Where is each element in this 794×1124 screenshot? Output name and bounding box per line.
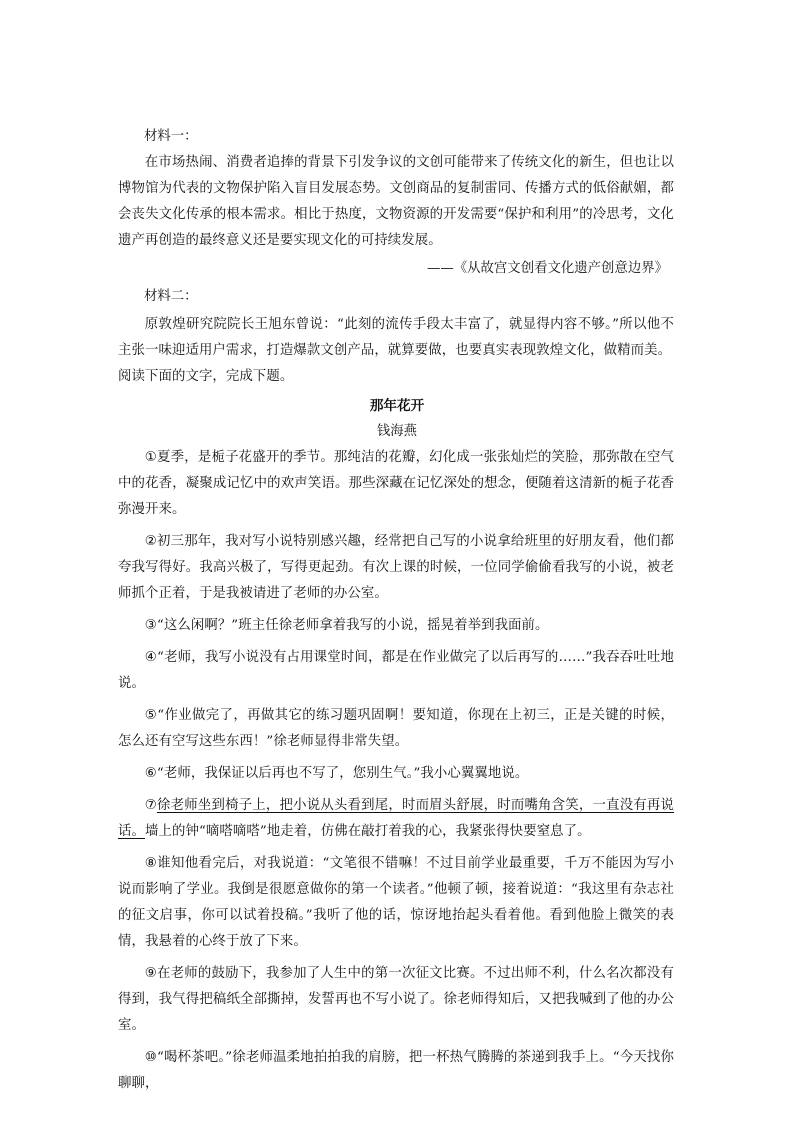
material1-label: 材料一： [144,129,198,144]
story-paragraph [118,613,674,639]
paragraph-text: 初三那年，我对写小说特别感兴趣，经常把自己写的小说拿给班里的好朋友看，他们都夸我写得好。我高兴极了，写得更起劲。有次上课的时候，一位同学偷偷看我写的小说，被老师抓个正着，于是我被请进了老师的办公室。 [118,534,675,601]
material1-text: 在市场热闹、消费者追捧的背景下引发争议的文创可能带来了传统文化的新生，但也让以博物馆为代表的文物保护陷入盲目发展态势。文创商品的复制雷同、传播方式的低俗献媚，都会丧失文化传承的根本需求。相比于热度，文物资源的开发需要“保护和利用”的冷思考，文化遗产再创造的最终意义还是要实现文化的可持续发展。 [118,155,674,248]
reading-instruction: 阅读下面的文字，完成下题。 [118,369,294,384]
paragraph-text: 在老师的鼓励下，我参加了人生中的第一次征文比赛。不过出师不利，什么名次都没有得到，我气得把稿纸全部撕掉，发誓再也不写小说了。徐老师得知后，又把我喊到了他的办公室。 [118,966,675,1033]
material1-source: ——《从故宫文创看文化遗产创意边界》 [426,261,668,276]
paragraph-text: “喝杯茶吧。”徐老师温柔地拍拍我的肩膀，把一杯热气腾腾的茶递到我手上。“今天找你聊聊， [118,1050,674,1091]
story-paragraph [118,761,674,787]
paragraph-number: ③ [144,618,157,633]
story-paragraph [118,961,674,1039]
paragraph-text: 夏季，是栀子花盛开的季节。那纯洁的花瓣，幻化成一张张灿烂的笑脸，那弥散在空气中的花香，凝聚成记忆中的欢声笑语。那些深藏在记忆深处的想念，便随着这清新的栀子花香弥漫开来。 [118,450,675,517]
story-paragraph [118,793,674,845]
paragraph-number: ⑩ [144,1050,157,1065]
paragraph-number: ⑥ [144,766,157,781]
underlined-sentence: 徐老师坐到椅子上，把小说从头看到尾，时而眉头舒展，时而嘴角含笑，一直没有再说话。 [118,798,675,839]
story-paragraph [118,529,674,607]
paragraph-number: ① [144,450,158,465]
story-paragraph [118,445,674,523]
paragraph-number: ⑧ [144,856,158,871]
paragraph-number: ⑦ [144,798,158,813]
paragraph-number: ⑤ [144,708,158,723]
paragraph-text: “老师，我写小说没有占用课堂时间，都是在作业做完了以后再写的……”我吞吞吐吐地说。 [118,650,674,691]
paragraph-number: ④ [144,650,158,665]
material2-body [118,312,674,390]
story-paragraph [118,645,674,697]
paragraph-text: “老师，我保证以后再也不写了，您别生气。”我小心翼翼地说。 [156,766,529,781]
paragraph-number: ② [144,534,158,549]
story-paragraph [118,851,674,955]
material2-text: 原敦煌研究院院长王旭东曾说：“此刻的流传手段太丰富了，就显得内容不够。”所以他不主张一味迎适用户需求，打造爆款文创产品，就算要做，也要真实表现敦煌文化，做精而美。 [118,317,674,358]
material1-body [118,150,674,254]
paragraph-text: “作业做完了，再做其它的练习题巩固啊！要知道，你现在上初三，正是关键的时候，怎么还有空写这些东西！”徐老师显得非常失望。 [118,708,674,749]
story-author: 钱海燕 [376,424,418,439]
story-paragraph [118,1045,674,1097]
paragraph-text: 墙上的钟“嘀嗒嘀嗒”地走着，仿佛在敲打着我的心，我紧张得快要窒息了。 [144,824,591,839]
story-paragraph [118,703,674,755]
story-title: 那年花开 [369,398,425,414]
paragraph-number: ⑨ [144,966,158,981]
paragraph-text: 谁知他看完后，对我说道：“文笔很不错嘛！不过目前学业最重要，千万不能因为写小说而影响了学业。我倒是很愿意做你的第一个读者。”他顿了顿，接着说道：“我这里有杂志社的征文启事，你可以试着投稿。”我听了他的话，惊讶地抬起头看着他。看到他脸上微笑的表情，我悬着的心终于放了下来。 [118,856,674,949]
story-body [118,445,674,1103]
material2-label: 材料二： [144,289,198,304]
paragraph-text: “这么闲啊？”班主任徐老师拿着我写的小说，摇晃着举到我面前。 [156,618,549,633]
